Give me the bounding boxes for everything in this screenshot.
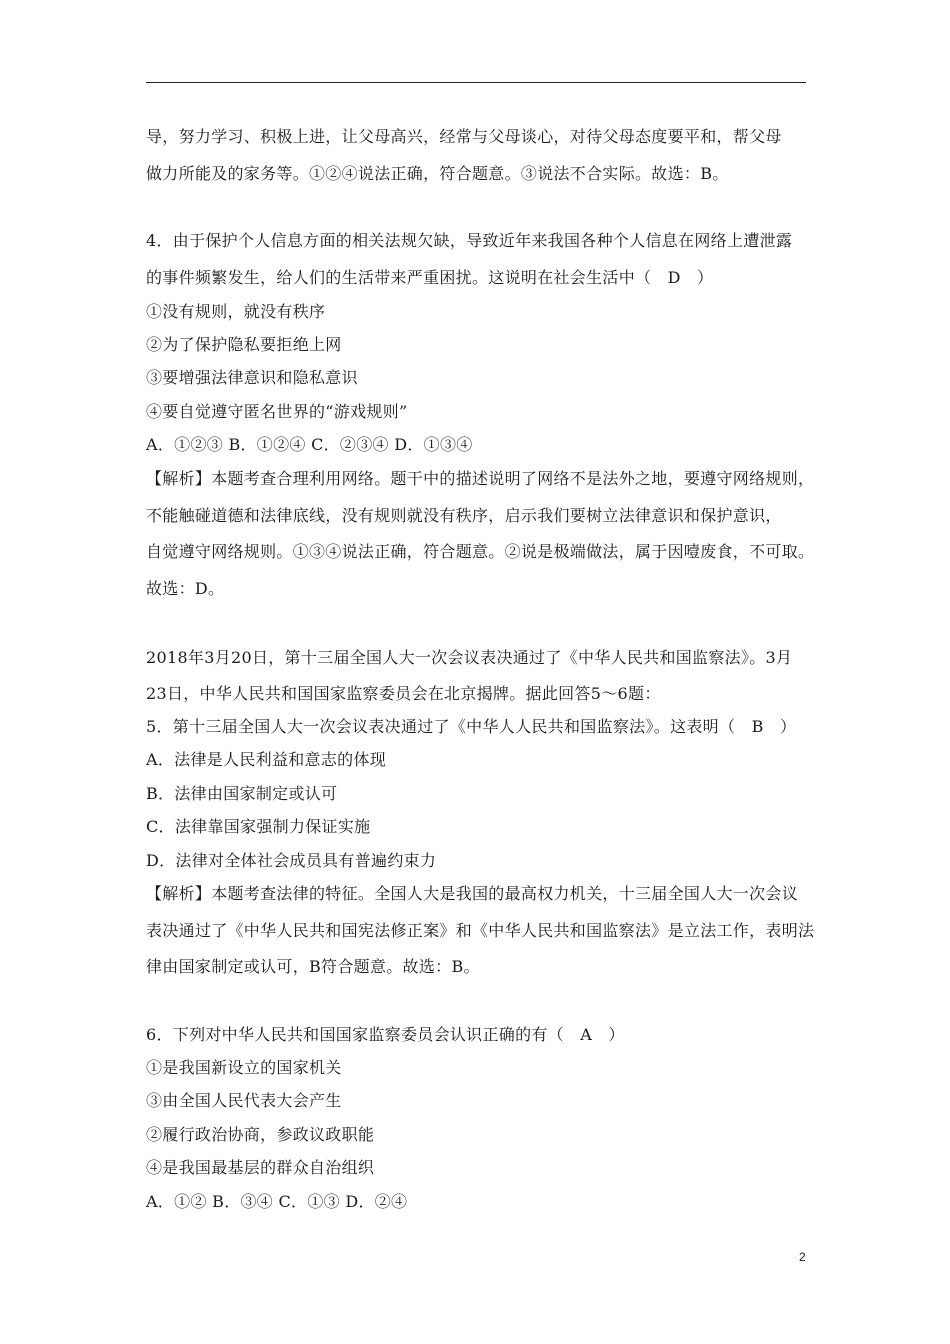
page-number: 2 [799, 1250, 806, 1264]
header-rule [146, 82, 806, 83]
question-5-stem: 5．第十三届全国人大一次会议表决通过了《中华人人民共和国监察法》。这表明（ B ） [146, 717, 797, 736]
passage-text: 2018年3月20日，第十三届全国人大一次会议表决通过了《中华人民共和国监察法》。3月 [146, 648, 793, 667]
passage-text: 23日，中华人民共和国国家监察委员会在北京揭牌。据此回答5～6题： [146, 684, 661, 703]
text-line: 做力所能及的家务等。①②④说法正确，符合题意。③说法不合实际。故选：B。 [146, 164, 729, 183]
question-6-option: ③由全国人民代表大会产生 [146, 1091, 342, 1110]
question-4-stem: 的事件频繁发生，给人们的生活带来严重困扰。这说明在社会生活中（ D ） [146, 268, 714, 287]
question-6-stem: 6．下列对中华人民共和国国家监察委员会认识正确的有（ A ） [146, 1025, 625, 1044]
question-4-analysis: 【解析】本题考查合理利用网络。题干中的描述说明了网络不是法外之地，要遵守网络规则， [146, 469, 815, 488]
question-4-choices: A．①②③ B．①②④ C．②③④ D．①③④ [146, 435, 473, 454]
question-4-option: ④要自觉遵守匿名世界的“游戏规则” [146, 402, 408, 421]
question-4-analysis: 自觉遵守网络规则。①③④说法正确，符合题意。②说是极端做法，属于因噎废食，不可取。 [146, 542, 815, 561]
question-6-choices: A．①② B．③④ C．①③ D．②④ [146, 1192, 408, 1211]
question-4-option: ②为了保护隐私要拒绝上网 [146, 335, 342, 354]
question-4-stem: 4．由于保护个人信息方面的相关法规欠缺，导致近年来我国各种个人信息在网络上遭泄露 [146, 231, 793, 250]
question-5-option: D．法律对全体社会成员具有普遍约束力 [146, 851, 437, 870]
question-6-option: ①是我国新设立的国家机关 [146, 1058, 342, 1077]
text-line: 导，努力学习、积极上进，让父母高兴，经常与父母谈心，对待父母态度要平和，帮父母 [146, 127, 782, 146]
question-5-analysis: 表决通过了《中华人民共和国宪法修正案》和《中华人民共和国监察法》是立法工作，表明法 [146, 921, 815, 940]
question-5-analysis: 律由国家制定或认可，B符合题意。故选：B。 [146, 957, 480, 976]
question-4-option: ①没有规则，就没有秩序 [146, 302, 326, 321]
question-6-option: ④是我国最基层的群众自治组织 [146, 1158, 375, 1177]
question-6-option: ②履行政治协商，参政议政职能 [146, 1125, 375, 1144]
question-4-option: ③要增强法律意识和隐私意识 [146, 368, 358, 387]
question-5-option: C．法律靠国家强制力保证实施 [146, 817, 371, 836]
question-5-analysis: 【解析】本题考查法律的特征。全国人大是我国的最高权力机关，十三届全国人大一次会议 [146, 884, 799, 903]
question-4-analysis: 不能触碰道德和法律底线，没有规则就没有秩序，启示我们要树立法律意识和保护意识， [146, 506, 782, 525]
question-4-answer: 故选：D。 [146, 579, 225, 598]
question-5-option: A．法律是人民利益和意志的体现 [146, 750, 387, 769]
question-5-option: B．法律由国家制定或认可 [146, 784, 338, 803]
